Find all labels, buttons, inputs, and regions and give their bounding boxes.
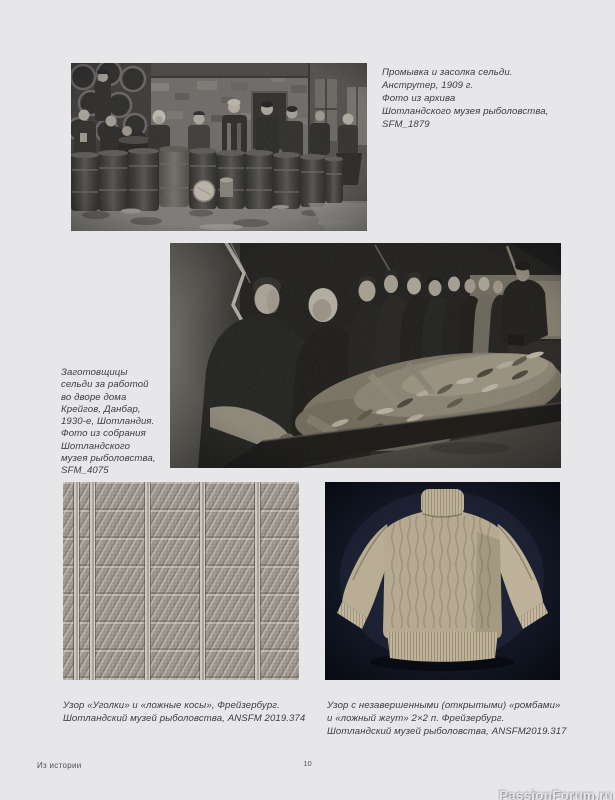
caption-line: сельди за работой: [61, 379, 149, 391]
footer-section-label: Из истории: [37, 761, 82, 770]
caption-line: Шотландского: [61, 440, 131, 452]
caption-sweater: [327, 699, 587, 738]
caption-line: Крейгов, Данбар,: [61, 403, 141, 415]
caption-line: Узор с незавершенными (открытыми) «ромбами»: [327, 700, 561, 711]
caption-line: Заготовщицы: [61, 367, 128, 378]
caption-line: во дворе дома: [61, 391, 127, 403]
photo-sweater: [325, 482, 560, 680]
caption-line: SFM_1879: [382, 119, 430, 130]
caption-line: Шотландского музея рыболовства,: [382, 106, 549, 117]
caption-line: Промывка и засолка сельди.: [382, 67, 513, 78]
caption-line: Шотландский музей рыболовства, ANSFM 2019.374: [63, 713, 306, 724]
photo-knit-swatch: [63, 482, 299, 680]
caption-line: Фото из собрания: [61, 428, 146, 440]
caption-line: и «ложный жгут» 2×2 п. Фрейзербург.: [327, 713, 505, 724]
photo-herring-gutters: [170, 243, 561, 468]
caption-line: SFM_4075: [61, 465, 109, 477]
caption-herring-gutters: [61, 367, 181, 478]
photo-herring-washing-illustration: [71, 63, 367, 231]
caption-herring-washing: [382, 66, 597, 131]
photo-sweater-illustration: [325, 482, 560, 680]
page-number: 10: [303, 759, 312, 768]
caption-line: Шотландский музей рыболовства, ANSFM2019.317: [327, 726, 567, 737]
caption-line: музея рыболовства,: [61, 453, 156, 465]
caption-knit-swatch: [63, 699, 323, 725]
photo-herring-gutters-illustration: [170, 243, 561, 468]
caption-line: Узор «Уголки» и «ложные косы», Фрейзербург.: [63, 700, 280, 711]
caption-line: Анструтер, 1909 г.: [382, 80, 474, 91]
photo-herring-washing-and-salting: [71, 63, 367, 231]
watermark: PassionForum.ru: [498, 788, 613, 800]
caption-line: Фото из архива: [382, 93, 456, 104]
caption-line: 1930-е, Шотландия.: [61, 416, 155, 428]
